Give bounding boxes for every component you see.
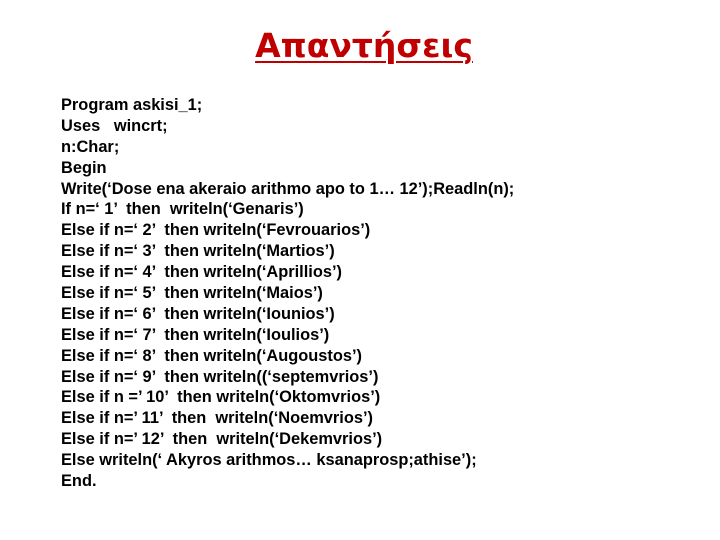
code-line: Write(‘Dose ena akeraio arithmo apo to 1… 12’);Readln(n); — [61, 179, 515, 198]
code-line: Else if n=‘ 8’ then writeln(‘Augoustos’) — [61, 346, 362, 365]
code-line: Else if n=‘ 9’ then writeln((‘septemvrios’) — [61, 367, 379, 386]
code-line: End. — [61, 472, 97, 491]
code-line: n:Char; — [61, 137, 120, 156]
code-line: Else if n=‘ 6’ then writeln(‘Iounios’) — [61, 304, 335, 323]
slide-title: Απαντήσεις — [255, 26, 473, 65]
code-listing — [61, 95, 514, 492]
code-line: Begin — [61, 158, 107, 177]
code-line: Else if n=’ 12’ then writeln(‘Dekemvrios’) — [61, 430, 383, 449]
code-line: Else if n=‘ 5’ then writeln(‘Maios’) — [61, 284, 323, 303]
code-line: Else if n=‘ 3’ then writeln(‘Martios’) — [61, 242, 335, 261]
code-line: Program askisi_1; — [61, 96, 203, 114]
code-line: Else if n=‘ 7’ then writeln(‘Ioulios’) — [61, 325, 330, 344]
code-line: Else writeln(‘ Akyros arithmos… ksanaprosp;athise’); — [61, 451, 477, 470]
code-line: Else if n=’ 11’ then writeln(‘Noemvrios’) — [61, 409, 373, 428]
code-line: Else if n =’ 10’ then writeln(‘Oktomvrios’) — [61, 388, 381, 407]
code-line: If n=‘ 1’ then writeln(‘Genaris’) — [61, 200, 304, 219]
code-line: Uses wincrt; — [61, 116, 168, 135]
code-line: Else if n=‘ 2’ then writeln(‘Fevrouarios’) — [61, 221, 371, 240]
code-line: Else if n=‘ 4’ then writeln(‘Aprillios’) — [61, 263, 342, 282]
